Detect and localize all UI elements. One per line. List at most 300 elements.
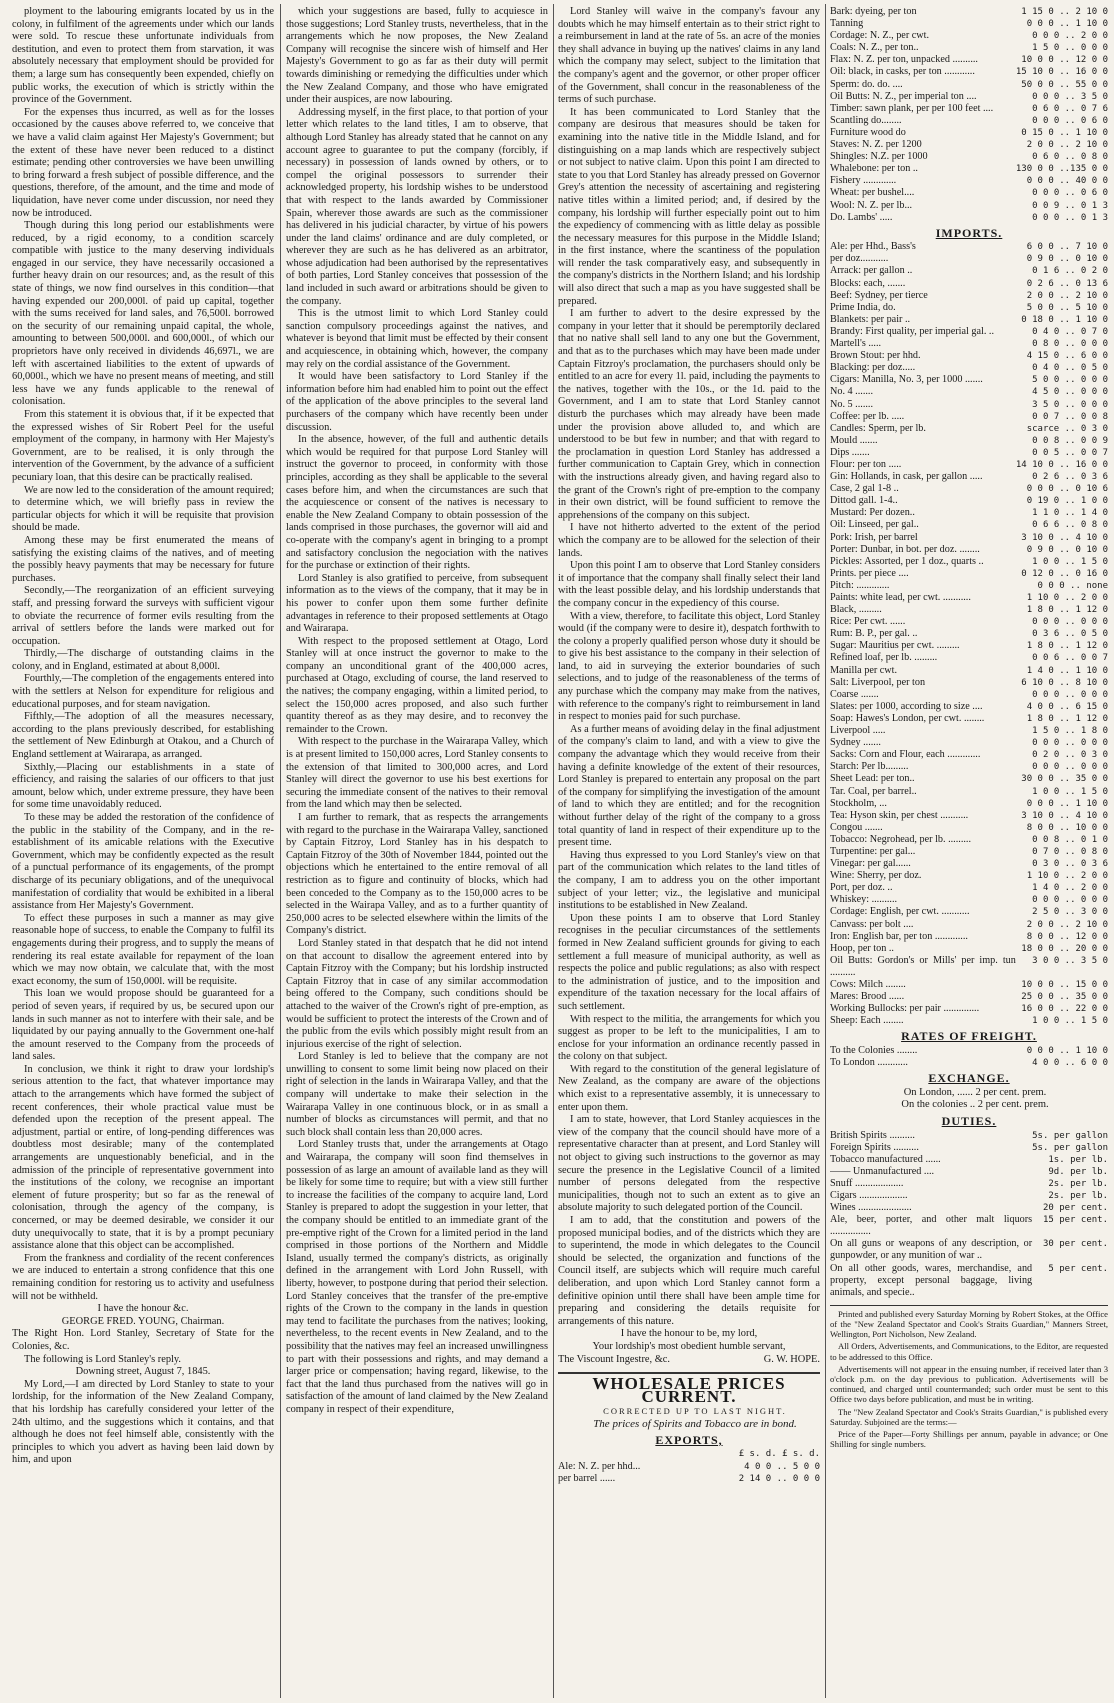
price-item: Sheet Lead: per ton.. xyxy=(830,773,915,785)
letter-paragraph: ployment to the labouring emigrants located by us in the colony, in fulfilment of the agreements under which our lands were sold. To rescue these unfortunate individuals from destitution, and even to protect them from starvation, it was absolutely necessary that employment should be provided for them; a large sum has consequently been expended, chiefly on public works, the execution of which is strictly within the province of the Government. xyxy=(12,6,274,106)
price-value: 0 0 0 .. 40 0 0 xyxy=(1026,176,1108,187)
price-row xyxy=(830,568,1108,580)
price-item: Soap: Hawes's London, per cwt. ........ xyxy=(830,712,985,724)
price-value: 1 4 0 .. 1 10 0 xyxy=(1026,665,1108,676)
price-item: Brown Stout: per hhd. xyxy=(830,350,921,362)
signer: G. W. HOPE. xyxy=(763,1353,820,1365)
price-value: 9d. per lb. xyxy=(1048,1166,1108,1177)
price-row xyxy=(830,200,1108,212)
price-row xyxy=(830,127,1108,139)
letter-paragraph: With respect to the militia, the arrangements for which you suggest as proper to be left to the municipalities, I am to enclose for your information an ordinance recently passed in the colony on that subject. xyxy=(558,1013,820,1063)
price-row xyxy=(830,519,1108,531)
price-value: 20 per cent. xyxy=(1042,1203,1108,1214)
price-item: Stockholm, ... xyxy=(830,797,887,809)
price-item: Rum: B. P., per gal. .. xyxy=(830,628,918,640)
price-row xyxy=(830,54,1108,66)
price-row xyxy=(830,749,1108,761)
price-row xyxy=(830,798,1108,810)
price-value: 3 10 0 .. 4 10 0 xyxy=(1021,532,1108,543)
letter-paragraph: To these may be added the restoration of the confidence of the public in the stability of the Company, and in the re-establishment of its amicable relations with the Executive Government, which may be confidently expected as the result of a punctual performance of its engagements, of the prompt discharge of its pecuniary obligations, and of the unequivocal manifestation of cordiality that would be exhibited in a liberal assistance from Her Majesty's Government. xyxy=(12,812,274,912)
signer: GEORGE FRED. YOUNG, Chairman. xyxy=(61,1315,225,1327)
price-table xyxy=(830,6,1108,224)
letter-paragraph: Sixthly,—Placing our establishments in a state of efficiency, and raising the salaries of our officers to that just amount, below which, under extreme pressure, they have been for some time unavoidably reduced. xyxy=(12,761,274,811)
price-item: Tobacco: Negrohead, per lb. ......... xyxy=(830,833,972,845)
price-item: Pork: Irish, per barrel xyxy=(830,531,918,543)
price-item: Ale: per Hhd., Bass's xyxy=(830,241,916,253)
price-value: 1 10 0 .. 2 0 0 xyxy=(1026,871,1108,882)
price-row xyxy=(830,18,1108,30)
price-row xyxy=(830,1142,1108,1154)
letter-paragraph: It has been communicated to Lord Stanley that the company are desirous that measures should be taken for examining into the native title in the Middle Island, and for distinguishing on a map lands which are respectively subject or not subject to native claim. Upon this point I am directed to state to you that Lord Stanley has already pressed on Governor Grey's attention the necessity of ascertaining and registering native titles within a limited period; and, if desired by the company, his lordship will further especially point out to him the expediency of commencing with as little delay as possible the necessary measures for this purpose in the Middle Island; in the first instance, where the scantiness of the population will render the task comparatively easy, and subsequently in the company's districts in the Northern Island; and his lordship will also direct that such a map as you have suggested shall be prepared. xyxy=(558,106,820,307)
prices-note: The prices of Spirits and Tobacco are in bond. xyxy=(593,1417,797,1430)
price-item: Fishery ............. xyxy=(830,175,897,187)
price-item: To London ............ xyxy=(830,1057,908,1069)
price-value: 3 0 0 .. 3 5 0 xyxy=(1032,955,1108,966)
price-row xyxy=(830,882,1108,894)
letter-paragraph: To effect these purposes in such a manner as may give reasonable hope of success, to enable the Company to fulfil its engagements during their progress, and to supply the means of rendering its real estate available for repayment of the loan which we may now obtain, we calculate that, with the most exact economy, the sum of 150,000l. will be requisite. xyxy=(12,912,274,987)
price-item: Sperm: do. do. .... xyxy=(830,78,903,90)
signature-row xyxy=(558,1354,820,1367)
price-table xyxy=(558,1461,820,1485)
price-item: Wheat: per bushel.... xyxy=(830,187,915,199)
price-item: On all guns or weapons of any description, or gunpowder, or any munition of war .. xyxy=(830,1238,1033,1262)
price-item: Foreign Spirits .......... xyxy=(830,1141,919,1153)
price-row xyxy=(830,459,1108,471)
price-item: Manilla per cwt. xyxy=(830,664,898,676)
column-rule xyxy=(825,4,826,1698)
price-value: 30 0 0 .. 35 0 0 xyxy=(1021,774,1108,785)
price-value: 0 0 0 .. none xyxy=(1037,580,1108,591)
price-value: 0 6 0 .. 0 7 6 xyxy=(1032,103,1108,114)
price-value: 0 2 6 .. 0 13 6 xyxy=(1026,278,1108,289)
price-value: 1 0 0 .. 1 5 0 xyxy=(1032,1016,1108,1027)
price-row xyxy=(830,386,1108,398)
price-row xyxy=(830,737,1108,749)
column-rule xyxy=(280,4,281,1698)
price-value: 0 0 8 .. 0 1 0 xyxy=(1032,834,1108,845)
price-item: Black, ......... xyxy=(830,604,882,616)
price-value: 2 0 0 .. 2 10 0 xyxy=(1026,919,1108,930)
price-value: 2 0 0 .. 2 10 0 xyxy=(1026,290,1108,301)
price-value: 2 14 0 .. 0 0 0 xyxy=(738,1473,820,1484)
prices-title: WHOLESALE PRICES CURRENT. xyxy=(558,1372,820,1403)
price-row xyxy=(830,163,1108,175)
reply-dateline: Downing street, August 7, 1845. xyxy=(75,1366,211,1378)
price-value: 30 per cent. xyxy=(1042,1239,1108,1250)
price-row xyxy=(830,423,1108,435)
price-item: Arrack: per gallon .. xyxy=(830,265,913,277)
price-item: Wine: Sherry, per doz. xyxy=(830,870,922,882)
price-value: 15 10 0 .. 16 0 0 xyxy=(1015,67,1108,78)
price-item: Sugar: Mauritius per cwt. ......... xyxy=(830,640,960,652)
price-value: 0 3 0 .. 0 3 6 xyxy=(1032,859,1108,870)
price-value: 1 8 0 .. 1 12 0 xyxy=(1026,641,1108,652)
price-value: 0 4 0 .. 0 7 0 xyxy=(1032,326,1108,337)
price-value: 1 5 0 .. 1 8 0 xyxy=(1032,726,1108,737)
price-value: 4 15 0 .. 6 0 0 xyxy=(1026,351,1108,362)
price-item: Mares: Brood ...... xyxy=(830,991,905,1003)
letter-paragraph: From the frankness and cordiality of the recent conferences we are induced to entertain a strong confidence that this one remaining condition for restoring us to activity and usefulness will not be withheld. xyxy=(12,1252,274,1302)
price-row xyxy=(830,350,1108,362)
price-item: Tobacco manufactured ...... xyxy=(830,1153,941,1165)
price-item: No. 5 ....... xyxy=(830,398,874,410)
price-value: 0 0 0 .. 0 1 3 xyxy=(1032,212,1108,223)
price-row xyxy=(830,1003,1108,1015)
price-item: Sacks: Corn and Flour, each ............. xyxy=(830,749,981,761)
price-item: Cordage: N. Z., per cwt. xyxy=(830,30,930,42)
price-value: 16 0 0 .. 22 0 0 xyxy=(1021,1004,1108,1015)
letter-paragraph: In conclusion, we think it right to draw your lordship's serious attention to the fact, that whatever importance may attach to the arrangements which have formed the subject of recent conferences, their whole practical value must be defended upon the reception of the present appeal. The adjustment, partial or entire, of long-pending differences was doubtless most desirable; many of the contemplated arrangements are unquestionably beneficial, and in the admission of the principle of representative government into the institutions of the colony, we recognise an important element of future prosperity; but so far as the renewal of colonisation, through the agency of the company, is concerned, or may be deemed desirable, we consider it our duty unequivocally to state, that it is by a prompt pecuniary assistance alone that this object can be accomplished. xyxy=(12,1063,274,1252)
exchange-line: On the colonies .. 2 per cent. prem. xyxy=(901,1099,1049,1111)
price-item: per barrel ...... xyxy=(558,1472,616,1484)
price-item: Beef: Sydney, per tierce xyxy=(830,289,928,301)
price-item: Hoop, per ton .. xyxy=(830,942,894,954)
price-item: Cows: Milch ........ xyxy=(830,979,906,990)
imprint-paragraph: Price of the Paper—Forty Shillings per annum, payable in advance; or One Shilling for single numbers. xyxy=(830,1429,1108,1450)
letter-paragraph: This is the utmost limit to which Lord Stanley could sanction compulsory proceedings against the natives, and whatever is beyond that limit must be effected by their consent and acquiescence, in obtaining which, however, the company may rely on the cordial assistance of the Government. xyxy=(286,308,548,370)
price-item: Blocks: each, ....... xyxy=(830,277,906,289)
price-row xyxy=(830,677,1108,689)
price-row xyxy=(830,640,1108,652)
price-row xyxy=(830,265,1108,277)
letter-paragraph: I am to add, that the constitution and powers of the proposed municipal bodies, and of the districts which they are to superintend, the mode in which delegates to the Council should be selected, the organization and functions of the Council itself, are subjects which will require much careful deliberation, and upon which Lord Stanley cannot form a definitive opinion until there shall have been ample time for preparing and considering the details requisite for arrangements of this nature. xyxy=(558,1215,820,1327)
price-row xyxy=(830,1263,1108,1299)
price-item: Pickles: Assorted, per 1 doz., quarts .. xyxy=(830,555,984,567)
price-value: 0 0 0 .. 1 10 0 xyxy=(1026,1045,1108,1056)
price-item: Porter: Dunbar, in bot. per doz. ........ xyxy=(830,543,980,555)
price-item: Paints: white lead, per cwt. ........... xyxy=(830,592,971,603)
price-row xyxy=(830,447,1108,459)
price-value: 4 0 0 .. 5 0 0 xyxy=(744,1461,820,1472)
price-value: 1 5 0 .. 0 0 0 xyxy=(1032,43,1108,54)
price-value: 0 9 0 .. 0 10 0 xyxy=(1026,254,1108,265)
imprint-paragraph: The "New Zealand Spectator and Cook's Straits Guardian," is published every Saturday. Subjoined are the terms:— xyxy=(830,1406,1108,1427)
prices-subtitle: CORRECTED UP TO LAST NIGHT. xyxy=(603,1406,787,1417)
imprint-paragraph: All Orders, Advertisements, and Communications, to the Editor, are requested to be addressed to this Office. xyxy=(830,1341,1108,1362)
price-item: Ale, beer, porter, and other malt liquors ................ xyxy=(830,1214,1033,1238)
price-item: Cigars ................... xyxy=(830,1190,908,1201)
price-row xyxy=(830,858,1108,870)
price-row xyxy=(830,278,1108,290)
price-row xyxy=(830,302,1108,314)
price-row xyxy=(830,943,1108,955)
letter-paragraph: With respect to the proposed settlement at Otago, Lord Stanley will at once instruct the governor to make to the company an unconditional grant of the 400,000 acres, purchased at Otago, excluding of course, the land reserved to the natives; the company engaging, within a limited period, to select the 150,000 acres proposed, and also such further quantity thereof as as they may desire, and to reconvey the remainder to the Crown. xyxy=(286,635,548,735)
price-value: 0 6 0 .. 0 8 0 xyxy=(1032,152,1108,163)
price-value: 0 0 0 .. 0 0 0 xyxy=(1032,617,1108,628)
price-row xyxy=(830,1166,1108,1178)
price-row xyxy=(830,1238,1108,1262)
price-item: —— Unmanufactured .... xyxy=(830,1165,935,1177)
price-item: Staves: N. Z. per 1200 xyxy=(830,139,922,151)
letter-paragraph: With respect to the purchase in the Wairarapa Valley, which is at present limited to 150,000 acres, Lord Stanley consents to the extension of that limited to 300,000 acres, and Lord Stanley will direct the governor to use his best exertions for securing the immediate consent of the natives to their removal from the land which may then be selected. xyxy=(286,736,548,811)
price-value: 0 18 0 .. 1 10 0 xyxy=(1021,314,1108,325)
price-item: Tanning xyxy=(830,18,864,30)
price-item: Cordage: English, per cwt. ........... xyxy=(830,906,970,918)
price-item: Congou ....... xyxy=(830,821,883,833)
price-value: 15 per cent. xyxy=(1042,1215,1108,1226)
price-row xyxy=(830,326,1108,338)
price-row xyxy=(830,906,1108,918)
price-item: Prints. per piece .... xyxy=(830,567,909,579)
price-value: 8 0 0 .. 10 0 0 xyxy=(1026,822,1108,833)
price-row xyxy=(830,761,1108,773)
price-row xyxy=(830,290,1108,302)
letter-paragraph: With regard to the constitution of the general legislature of New Zealand, as the company are aware of the objections which exist to a representative assembly, it is unnecessary to enter upon them. xyxy=(558,1063,820,1113)
price-value: 50 0 0 .. 55 0 0 xyxy=(1021,79,1108,90)
price-item: Refined loaf, per lb. ......... xyxy=(830,652,938,664)
price-value: 0 15 0 .. 1 10 0 xyxy=(1021,127,1108,138)
price-value: 0 19 0 .. 1 0 0 xyxy=(1026,496,1108,507)
price-value: 1 8 0 .. 1 12 0 xyxy=(1026,713,1108,724)
price-row xyxy=(830,253,1108,265)
letter-paragraph: I am further to advert to the desire expressed by the company in your letter that it should be peremptorily declared that no native shall sell land to any one but the Government, and that as to the purchases which may have been made under Captain Fitzroy's proclamation, the purchasers should only be entitled to an acre for every 1l. paid, including the payments to the natives, together with the 10s., or the 1d. paid to the Government, and I am to state that Lord Stanley cannot disturb the purchases which may already have been made under the provision above alluded to, and which are understood to be but few in number; and that with regard to the proclamation in question Lord Stanley has addressed a further communication to Captain Grey, which in connection with the instructions already given, and having regard also to the grant of the Crown's right of pre-emption to the company in their own district, will be found sufficient to remove the apprehensions of the company on this subject. xyxy=(558,308,820,521)
price-row xyxy=(830,616,1108,628)
price-row xyxy=(830,79,1108,91)
price-value: 0 12 0 .. 0 16 0 xyxy=(1021,568,1108,579)
price-row xyxy=(558,1473,820,1485)
closing: I have the honour to be, my lord, xyxy=(620,1328,758,1340)
price-value: 1s. per lb. xyxy=(1048,1154,1108,1165)
price-item: British Spirits .......... xyxy=(830,1129,915,1141)
price-row xyxy=(830,773,1108,785)
letter-paragraph: From this statement it is obvious that, if it be expected that the expressed wishes of Sir Robert Peel for the useful employment of the company, in harmony with Her Majesty's Government, are to be realised, it is only through the intervention of the Government, by the advance of a sufficient pecuniary loan, that this desire can be practically realised. xyxy=(12,409,274,483)
letter-paragraph: As a further means of avoiding delay in the final adjustment of the company's claim to land, and with a view to give the company the advantage which they would receive from their having a definite knowledge of the extent of their resources, Lord Stanley is prepared to entertain any proposal on the part of the company for simplifying the investigation of the amount of land to which they are entitled; and for the recognition without further delay of the right of the company to a gross total quantity of land in respect of their expenditure up to the present time. xyxy=(558,723,820,849)
price-row xyxy=(830,834,1108,846)
price-item: Blacking: per doz..... xyxy=(830,362,916,374)
letter-paragraph: Lord Stanley is also gratified to perceive, from subsequent information as to the views of the company, that it may be in his power to confer upon them some further definite advantages in reference to their proposed settlements at Otago and Wairarapa. xyxy=(286,572,548,635)
addressee: The Right Hon. Lord Stanley, Secretary of State for the Colonies, &c. xyxy=(12,1328,274,1352)
price-value: 4 0 0 .. 6 0 0 xyxy=(1032,1058,1108,1069)
price-item: Turpentine: per gal... xyxy=(830,845,916,857)
letter-paragraph: Lord Stanley stated in that despatch that he did not intend on that account to disallow the agreement entered into by Captain Fitzroy with the Company; but his lordship instructed Captain Fitzroy that in case of any similar accommodation being offered to the Company, such conditions should be attached to the waiver of the Crown's right of pre-emption, as would be sufficient to protect the interests of the Crown and of the public from the evils which possibly might result from an injurious exercise of the right of selection. xyxy=(286,937,548,1050)
price-value: 0 0 0 .. 1 10 0 xyxy=(1026,19,1108,30)
price-value: 0 9 0 .. 0 10 0 xyxy=(1026,544,1108,555)
price-row xyxy=(830,919,1108,931)
price-row xyxy=(830,435,1108,447)
price-row xyxy=(830,846,1108,858)
price-value: 0 0 0 .. 3 5 0 xyxy=(1032,91,1108,102)
price-value: 0 0 0 .. 0 0 0 xyxy=(1032,689,1108,700)
price-row xyxy=(830,725,1108,737)
price-item: Oil Butts: Gordon's or Mills' per imp. tun .......... xyxy=(830,954,1016,978)
letter-paragraph: With a view, therefore, to facilitate this object, Lord Stanley would (if the company were to desire it), despatch forthwith to the colony a properly qualified person whose duty it should be to give his best assistance to the company in their selection of land, to aid in surveying the exterior boundaries of such selections, and to judge of the reasonableness of the terms of any purchase which the company may make from the natives, with reference to the company's right to reimbursement in land in respect to monies paid for such purchase. xyxy=(558,610,820,723)
price-table xyxy=(830,1130,1108,1299)
price-item: No. 4 ....... xyxy=(830,386,874,398)
price-item: Canvass: per bolt .... xyxy=(830,918,914,930)
price-row xyxy=(830,810,1108,822)
price-row xyxy=(830,544,1108,556)
column-4 xyxy=(830,6,1108,1698)
price-value: 1 15 0 .. 2 10 0 xyxy=(1021,7,1108,17)
exchange-line: On London, ...... 2 per cent. prem. xyxy=(903,1086,1047,1098)
price-value: 0 7 0 .. 0 8 0 xyxy=(1032,846,1108,857)
price-table xyxy=(830,241,1108,1027)
price-row xyxy=(830,955,1108,979)
price-row xyxy=(830,66,1108,78)
column-2 xyxy=(286,6,548,1698)
price-row xyxy=(830,1130,1108,1142)
price-row xyxy=(830,652,1108,664)
price-item: Iron: English bar, per ton ............. xyxy=(830,930,968,942)
price-row xyxy=(830,532,1108,544)
price-item: Slates: per 1000, according to size .... xyxy=(830,700,983,712)
price-value: 1 8 0 .. 1 12 0 xyxy=(1026,605,1108,616)
price-item: Port, per doz. .. xyxy=(830,882,893,894)
letter-paragraph: Upon this point I am to observe that Lord Stanley considers it of importance that the company shall finally select their land with the least possible delay, and his lordship understands that the company concur in the expediency of this course. xyxy=(558,560,820,609)
price-item: Candles: Sperm, per lb. xyxy=(830,422,926,434)
price-value: 0 6 6 .. 0 8 0 xyxy=(1032,520,1108,531)
price-row xyxy=(830,580,1108,592)
price-value: 0 8 0 .. 0 0 0 xyxy=(1032,339,1108,350)
price-item: Cigars: Manilla, No. 3, per 1000 ....... xyxy=(830,374,983,386)
addressee: The Viscount Ingestre, &c. xyxy=(558,1353,671,1365)
price-row xyxy=(830,1202,1108,1214)
price-item: Gin: Hollands, in cask, per gallon ..... xyxy=(830,471,983,483)
price-item: Prime India, do. xyxy=(830,301,896,313)
price-item: Dittod gall. 1-4.. xyxy=(830,495,898,507)
price-value: 10 0 0 .. 12 0 0 xyxy=(1021,55,1108,66)
price-item: Ale: N. Z. per hhd... xyxy=(558,1460,641,1472)
column-3 xyxy=(558,6,820,1698)
price-value: 2s. per lb. xyxy=(1048,1178,1108,1189)
price-value: 18 0 0 .. 20 0 0 xyxy=(1021,943,1108,954)
price-value: 1 0 0 .. 1 5 0 xyxy=(1032,556,1108,567)
price-row xyxy=(830,187,1108,199)
price-row xyxy=(830,471,1108,483)
price-value: 2 0 0 .. 2 10 0 xyxy=(1026,140,1108,151)
price-item: Coffee: per lb. ..... xyxy=(830,410,905,422)
price-item: Shingles: N.Z. per 1000 xyxy=(830,151,928,163)
price-value: 0 4 0 .. 0 5 0 xyxy=(1032,363,1108,374)
price-row xyxy=(830,1057,1108,1069)
price-row xyxy=(830,241,1108,253)
reply-paragraph: My Lord,—I am directed by Lord Stanley to state to your lordship, for the information of the New Zealand Company, that his lordship has carefully considered your letter of the 24th ultimo, and the suggestions which it contains, and that although he does not feel himself able, consistently with the principles to which you advert as having been laid down by him, and upon xyxy=(12,1378,274,1466)
price-value: 8 0 0 .. 12 0 0 xyxy=(1026,931,1108,942)
price-value: 5 0 0 .. 0 0 0 xyxy=(1032,375,1108,386)
letter-paragraph: In the absence, however, of the full and authentic details which would be required for that purpose Lord Stanley will instruct the governor to proceed, in conformity with those principles, according as they shall be applicable to the several cases before him, and when the circumstances are such that the acquiescence or consent of the natives is necessary to enable the New Zealand Company to obtain possession of the lands comprised in those purchases, the governor will aid and co-operate with the company's agent in bringing to a prompt and satisfactory conclusion the negociation with the natives for the purchase or extinction of their rights. xyxy=(286,434,548,572)
price-value: 0 0 0 .. 0 6 0 xyxy=(1032,115,1108,126)
price-item: Martell's ..... xyxy=(830,338,882,350)
letter-paragraph: Lord Stanley trusts that, under the arrangements at Otago and Wairarapa, the company will soon find themselves in possession of as large an amount of available land as they will be likely for some time to require; but with a view still further to increase the facilities of the company to acquire land, Lord Stanley is prepared to adopt the suggestion in your letter, that the company should be entitled to an immediate grant of the pre-emptive right of the Crown for a limited period in the land comprised in those portions of the Northern and Middle Island, usually termed the company's districts, as originally defined in the arrangement with Lord John Russell, with liberty, however, to postpone during that period their selection. Lord Stanley conceives that the transfer of the pre-emptive rights of the Crown to the company in the lands in question may tend to facilitate the purchases from the natives; looking, nevertheless, to the recent events in New Zealand, and to the possibility that the natives may feel an increased unwillingness to part with their possessions and rights, and may demand a larger price or compensation; having regard, likewise, to the fact that the land thus purchased from the natives will go in satisfaction of the amount of land claimed by the New Zealand company in respect of their expenditure, xyxy=(286,1139,548,1415)
price-item: Flax: N. Z. per ton, unpacked .......... xyxy=(830,54,978,66)
price-item: Do. Lambs' ..... xyxy=(830,211,893,223)
price-value: 0 3 6 .. 0 5 0 xyxy=(1032,629,1108,640)
price-value: 0 0 6 .. 0 0 7 xyxy=(1032,653,1108,664)
imprint xyxy=(830,1305,1108,1450)
imprint-paragraph: Advertisements will not appear in the ensuing number, if received later than 3 o'clock p.m. on the day previous to publication. Advertisements will be continued, and charged until countermanded; such order must be sent to this Office two days before publication, and must be in writing. xyxy=(830,1363,1108,1405)
price-row xyxy=(830,1178,1108,1190)
letter-paragraph: Addressing myself, in the first place, to that portion of your letter which relates to the land titles, I am to observe, that although Lord Stanley has already stated that he cannot on any account agree to guarantee to put the company (forcibly, if necessary) in possession of lands owned by others, or to compel the original possessors to surrender their acknowledged property, his lordship wishes to be understood that with respect to the lands awarded by Commissioner Spain, wherever those awards are such as the commissioner has delivered in his judicial character, by virtue of his powers under the land claims' ordinance and are duly completed, or wherever they are such as he has delivered as an arbitrator, whose adjudication had been authorised by the representatives of both parties, Lord Stanley conceives that possession of the land included in such award or arbitrations should be given to the company. xyxy=(286,106,548,307)
letter-paragraph: Fifthly,—The adoption of all the measures necessary, according to the plans previously described, for establishing the settlement of New Edinburgh at Otakou, and a Church of England settlement at Wairarapa, as arranged. xyxy=(12,711,274,761)
imprint-paragraph: Printed and published every Saturday Morning by Robert Stokes, at the Office of the "New Zealand Spectator and Cook's Straits Guardian," Manners Street, Wellington, Port Nicholson, New Zealand. xyxy=(830,1308,1108,1340)
price-value: 0 0 9 .. 0 1 3 xyxy=(1032,200,1108,211)
price-value: 4 5 0 .. 0 0 0 xyxy=(1032,387,1108,398)
price-row xyxy=(830,1154,1108,1166)
price-item: Brandy: First quality, per imperial gal. .. xyxy=(830,325,995,337)
price-item: Working Bullocks: per pair .............. xyxy=(830,1003,980,1015)
price-item: Whalebone: per ton .. xyxy=(830,163,918,175)
price-row xyxy=(830,665,1108,677)
price-item: Snuff ................... xyxy=(830,1177,904,1189)
price-item: Bark: dyeing, per ton xyxy=(830,6,917,17)
price-row xyxy=(830,115,1108,127)
price-item: Whiskey: .......... xyxy=(830,894,898,906)
price-item: Coals: N. Z., per ton.. xyxy=(830,42,919,54)
letter-paragraph: Upon these points I am to observe that Lord Stanley recognises in the peculiar circumstances of the settlements formed in New Zealand sufficient grounds for giving to each settlement a full measure of municipal authority, as well as respects the police and public regulations; as also with respect to the administration of justice, and to the imposition and expenditure of the taxation necessary for the local affairs of such settlement. xyxy=(558,912,820,1012)
price-value: 0 0 0 .. 0 0 0 xyxy=(1032,762,1108,773)
price-value: 25 0 0 .. 35 0 0 xyxy=(1021,992,1108,1003)
price-value: 3 5 0 .. 0 0 0 xyxy=(1032,399,1108,410)
price-row xyxy=(830,91,1108,103)
price-row xyxy=(830,175,1108,187)
price-value: 0 2 0 .. 0 3 0 xyxy=(1032,750,1108,761)
price-value: 0 1 6 .. 0 2 0 xyxy=(1032,266,1108,277)
duties-title: DUTIES. xyxy=(941,1113,997,1128)
price-item: Mould ....... xyxy=(830,434,878,446)
price-item: Dips ....... xyxy=(830,446,870,458)
price-row xyxy=(830,151,1108,163)
price-value: 1 10 0 .. 2 0 0 xyxy=(1026,593,1108,603)
price-row xyxy=(830,374,1108,386)
price-row xyxy=(830,212,1108,224)
price-item: Tar. Coal, per barrel.. xyxy=(830,785,917,797)
price-item: Coarse ....... xyxy=(830,688,879,700)
price-value: 5 per cent. xyxy=(1048,1263,1108,1274)
price-item: per doz........... xyxy=(830,253,889,265)
price-value: 0 0 0 .. 1 10 0 xyxy=(1026,798,1108,809)
letter-paragraph: Though during this long period our establishments were reduced, by a rigid economy, to a condition scarcely compatible with justice to the many deserving individuals engaged in our service, they have necessarily occasioned a further heavy drain on our resources; and, as the result of this state of things, we now find ourselves in this condition—that having expended our 200,000l. of paid up capital, together with the sums received for land sales, and 76,500l. borrowed on the security of our remaining unpaid capital, the whole, amounting to between 500,000l. and 600,000l., of which our proprietors have only received in dividends 46,697l., we are left with ascertained liabilities to the extent of upwards of 60,000l., which we have no present means of meeting, and still less have we any funds applicable to the renewal of colonisation. xyxy=(12,220,274,408)
price-row xyxy=(830,822,1108,834)
price-value: 5 0 0 .. 5 10 0 xyxy=(1026,302,1108,313)
price-value: 0 2 6 .. 0 3 6 xyxy=(1032,472,1108,483)
price-value: 5s. per gallon xyxy=(1032,1130,1108,1141)
exchange-title: EXCHANGE. xyxy=(928,1071,1010,1086)
price-value: 14 10 0 .. 16 0 0 xyxy=(1015,459,1108,470)
price-row xyxy=(830,411,1108,423)
price-item: Mustard: Per dozen.. xyxy=(830,507,915,519)
letter-paragraph: Fourthly,—The completion of the engagements entered into with the settlers at Nelson for expenditure for religious and educational purposes, and for steam navigation. xyxy=(12,673,274,710)
price-item: Sheep: Each ........ xyxy=(830,1015,904,1027)
price-row xyxy=(830,870,1108,882)
letter-paragraph: This loan we would propose should be guaranteed for a period of seven years, if required by us, be secured upon our lands in such manner as not to interfere with their sale, and be liquidated by our paying annually to the Government one-half the amount reserved to the Company from the proceeds of land sales. xyxy=(12,988,274,1063)
closing: I have the honour &c. xyxy=(97,1303,189,1315)
price-item: Blankets: per pair .. xyxy=(830,313,911,325)
price-value: 10 0 0 .. 15 0 0 xyxy=(1021,980,1108,990)
closing-line: Your lordship's most obedient humble servant, xyxy=(592,1340,786,1352)
price-value: scarce .. 0 3 0 xyxy=(1026,423,1108,434)
price-row xyxy=(830,495,1108,507)
letter-paragraph: Among these may be first enumerated the means of satisfying the existing claims of the natives, and of meeting the possibly heavy payments that may be necessary for future purchases. xyxy=(12,534,274,584)
price-row xyxy=(830,42,1108,54)
price-value: 1 0 0 .. 1 5 0 xyxy=(1032,786,1108,797)
price-item: Flour: per ton ..... xyxy=(830,458,902,470)
price-row xyxy=(830,30,1108,42)
letter-paragraph: We are now led to the consideration of the amount required; to determine which, we will briefly pass in review the particular objects for which it will be requisite that provision should be made. xyxy=(12,484,274,534)
freight-title: RATES OF FREIGHT. xyxy=(901,1029,1037,1044)
price-value: 0 0 0 .. 0 10 6 xyxy=(1026,484,1108,495)
letter-paragraph: Lord Stanley will waive in the company's favour any doubts which he may himself entertain as to their strict right to a reimbursement in land at the rate of 5s. an acre of the monies they shall advance in buying up the natives' claims in any land which the company may select, subject to the limitation that the company's agent and the governor, or other proper officer of the Government, shall concur in the reasonableness of the terms of such purchase. xyxy=(558,6,820,106)
price-item: Oil Butts: N. Z., per imperial ton .... xyxy=(830,90,977,102)
price-item: Vinegar: per gal...... xyxy=(830,858,911,870)
price-row xyxy=(830,701,1108,713)
column-1 xyxy=(12,6,274,1698)
letter-paragraph: I am further to remark, that as respects the arrangements with regard to the purchase in the Wairarapa Valley, sanctioned by Captain Fitzroy, Lord Stanley has in his despatch to Captain Fitzroy of the 30th of November 1844, pointed out the objections which he entertained to the entire removal of all restriction as to figure and continuity of blocks, which had been conceded to the Company as to the 150,000 acres to be selected in the Wairapa Valley, and as to a further quantity of 250,000 acres to be selected elsewhere within the limits of the Company's district. xyxy=(286,812,548,937)
price-row xyxy=(830,1190,1108,1202)
price-item: Sydney ....... xyxy=(830,737,881,749)
price-value: 1 1 0 .. 1 4 0 xyxy=(1032,508,1108,519)
price-value: 0 0 0 .. 0 0 0 xyxy=(1032,895,1108,906)
price-value: 130 0 0 ..135 0 0 xyxy=(1015,164,1108,175)
